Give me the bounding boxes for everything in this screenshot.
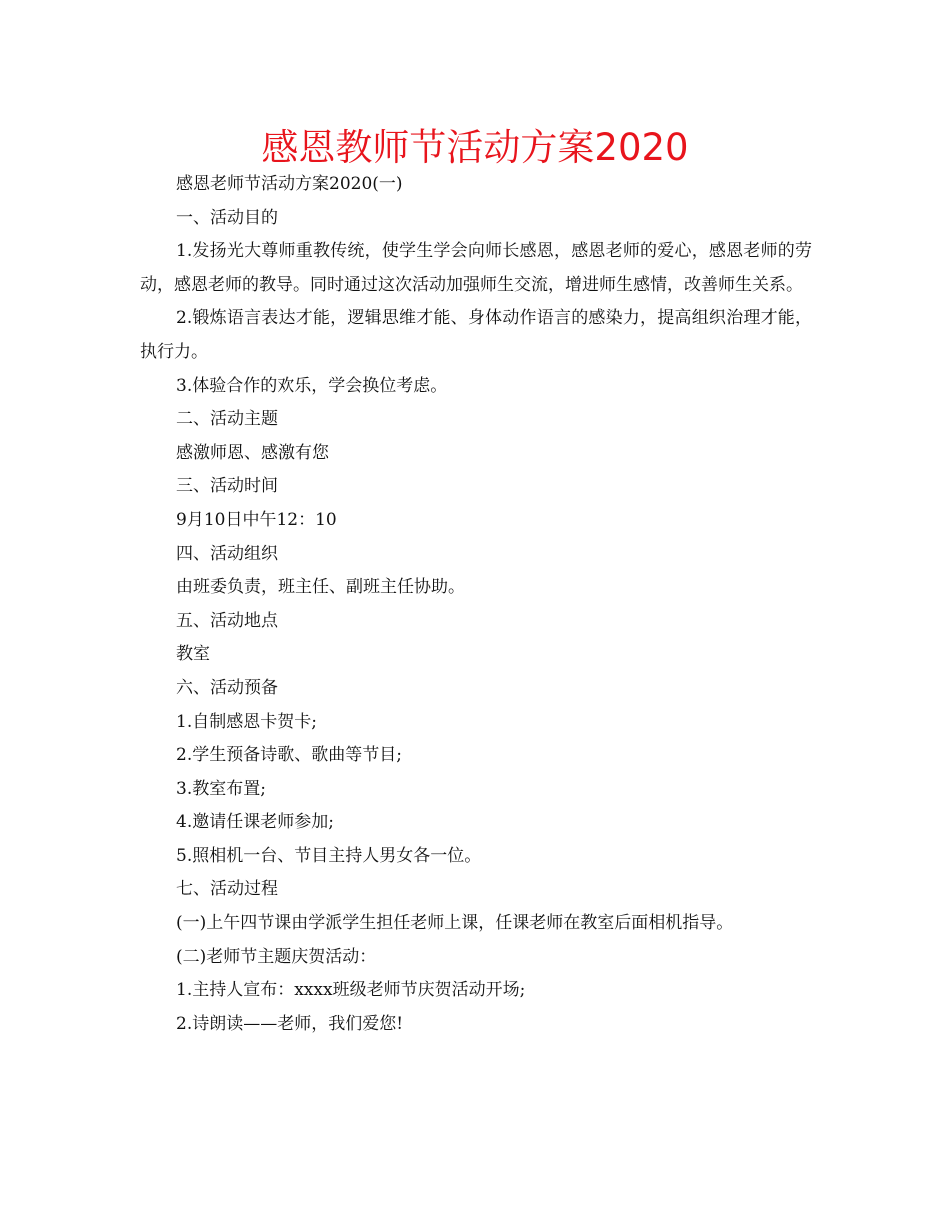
paragraph: 二、活动主题 xyxy=(176,409,278,430)
paragraph: 感恩老师节活动方案2020(一) xyxy=(176,174,403,194)
paragraph: 一、活动目的 xyxy=(176,207,278,228)
paragraph: 2.诗朗读——老师，我们爱您! xyxy=(176,1013,404,1034)
paragraph: 三、活动时间 xyxy=(176,476,278,497)
paragraph: 1.发扬光大尊师重教传统，使学生学会向师长感恩，感恩老师的爱心，感恩老师的劳动，感恩老师的教导。同时通过这次活动加强师生交流，增进师生感情，改善师生关系。 xyxy=(140,241,812,295)
paragraph: 感激师恩、感激有您 xyxy=(176,442,329,463)
paragraph: 四、活动组织 xyxy=(176,543,278,564)
paragraph: 3.体验合作的欢乐，学会换位考虑。 xyxy=(176,375,448,396)
paragraph: 七、活动过程 xyxy=(176,879,278,900)
document-body xyxy=(140,168,812,1041)
paragraph: 六、活动预备 xyxy=(176,677,278,698)
paragraph: (二)老师节主题庆贺活动： xyxy=(176,946,377,967)
paragraph: 2.学生预备诗歌、歌曲等节目; xyxy=(176,745,402,766)
document-title: 感恩教师节活动方案2020 xyxy=(261,126,689,169)
paragraph: 5.照相机一台、节目主持人男女各一位。 xyxy=(176,845,482,866)
paragraph: 教室 xyxy=(176,644,210,665)
paragraph: 4.邀请任课老师参加; xyxy=(176,812,334,833)
paragraph: 1.主持人宣布：xxxx班级老师节庆贺活动开场; xyxy=(176,980,526,1001)
paragraph: 由班委负责，班主任、副班主任协助。 xyxy=(176,577,465,598)
paragraph: 五、活动地点 xyxy=(176,610,278,631)
paragraph: 1.自制感恩卡贺卡; xyxy=(176,711,317,732)
paragraph: (一)上午四节课由学派学生担任老师上课，任课老师在教室后面相机指导。 xyxy=(176,913,734,934)
paragraph: 3.教室布置; xyxy=(176,778,266,799)
paragraph: 9月10日中午12：10 xyxy=(176,509,337,530)
paragraph: 2.锻炼语言表达才能，逻辑思维才能、身体动作语言的感染力，提高组织治理才能，执行力。 xyxy=(140,308,812,362)
